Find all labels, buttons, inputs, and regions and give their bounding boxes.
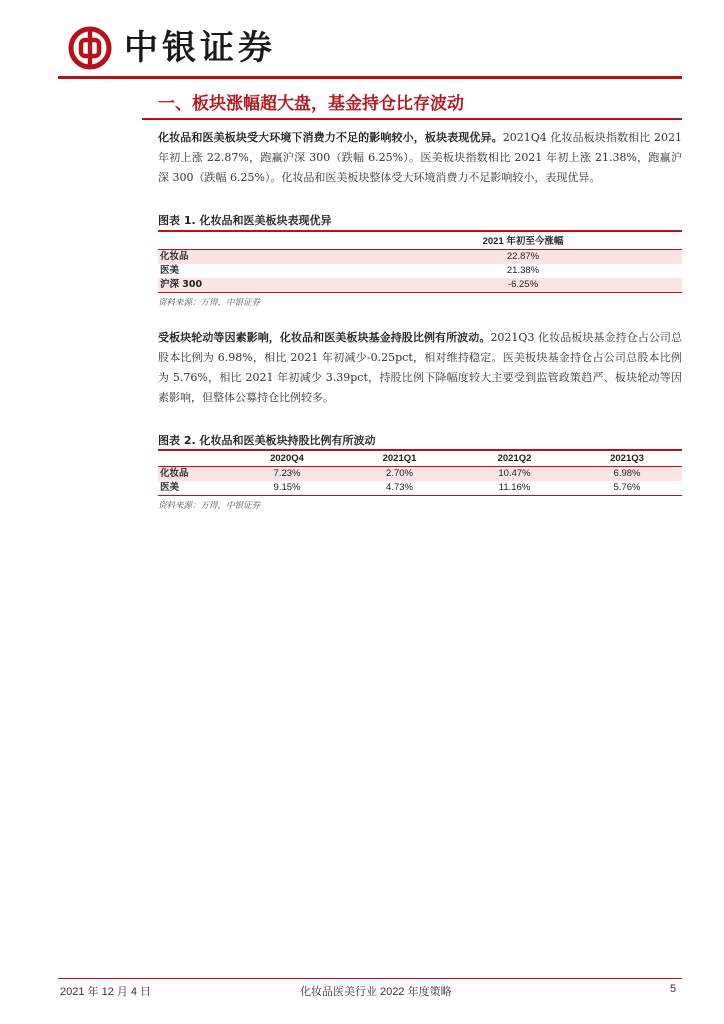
brand-logo [68, 26, 276, 70]
row-label: 化妆品 [158, 250, 408, 265]
footer-date: 2021 年 12 月 4 日 [60, 986, 152, 998]
table-header-row [158, 452, 682, 467]
paragraph-performance [158, 128, 682, 188]
cell-value: -6.25% [408, 278, 638, 293]
figure2-title: 图表 2. 化妆品和医美板块持股比例有所波动 [158, 434, 376, 447]
figure1-table [158, 235, 682, 293]
footer-divider [58, 978, 682, 979]
row-label: 化妆品 [158, 467, 232, 482]
section-title-divider [142, 118, 682, 120]
column-header: 2021Q3 [572, 452, 682, 467]
header-divider [58, 76, 682, 79]
cell-value: 11.16% [457, 481, 572, 496]
row-label: 医美 [160, 265, 180, 276]
row-label: 沪深 300 [158, 278, 408, 293]
row-label: 医美 [158, 481, 232, 496]
column-header: 2021Q1 [342, 452, 457, 467]
column-header: 2020Q4 [232, 452, 342, 467]
paragraph-body: 2021Q4 化妆品板块指数相比 2021 年初上涨 22.87%，跑赢沪深 300（跌幅 6.25%）。医美板块指数相比 2021 年初上涨 21.38%，跑赢沪深 300（跌幅 6.25%）。化妆品和医美板块整体受大环境消费力不足影响较小，表现优异。 [158, 131, 683, 184]
table-row [158, 264, 682, 278]
column-header: 2021Q2 [457, 452, 572, 467]
paragraph-lead: 化妆品和医美板块受大环境下消费力不足的影响较小，板块表现优异。 [158, 131, 503, 144]
bank-of-china-icon [68, 26, 112, 70]
paragraph-lead: 受板块轮动等因素影响，化妆品和医美板块基金持股比例有所波动。 [158, 331, 491, 344]
cell-value: 22.87% [408, 250, 638, 265]
figure1-title: 图表 1. 化妆品和医美板块表现优异 [158, 214, 332, 227]
cell-value: 6.98% [572, 467, 682, 482]
brand-name: 中银证券 [124, 28, 276, 68]
cell-value: 9.15% [232, 481, 342, 496]
figure1-top-rule [158, 230, 682, 232]
paragraph-holdings [158, 328, 682, 408]
table-row [158, 467, 682, 482]
footer-doc-title: 化妆品医美行业 2022 年度策略 [300, 986, 452, 998]
column-header: 2021 年初至今涨幅 [408, 235, 638, 250]
figure1-source: 资料来源：万得，中银证券 [158, 298, 261, 308]
cell-value: 7.23% [232, 467, 342, 482]
figure2-table [158, 452, 682, 496]
cell-value: 21.38% [506, 265, 540, 276]
cell-value: 10.47% [457, 467, 572, 482]
cell-value: 2.70% [342, 467, 457, 482]
page-number: 5 [670, 983, 677, 995]
section-title: 一、板块涨幅超大盘，基金持仓比存波动 [158, 94, 464, 114]
table-row [158, 481, 682, 496]
cell-value: 4.73% [342, 481, 457, 496]
table-header-row [158, 235, 682, 250]
cell-value: 5.76% [572, 481, 682, 496]
table-row [158, 250, 682, 265]
figure2-top-rule [158, 449, 682, 451]
table-row [158, 278, 682, 293]
figure2-source: 资料来源：万得，中银证券 [158, 501, 261, 511]
paragraph-body: 2021Q3 化妆品板块基金持仓占公司总股本比例为 6.98%，相比 2021 年初减少-0.25pct，相对维持稳定。医美板块基金持仓占公司总股本比例为 5.76%，相比 2021 年初减少 3.39pct，持股比例下降幅度较大主要受到监管政策趋严、板块轮动等因素影响，但整体公募持仓比例较多。 [158, 331, 682, 404]
